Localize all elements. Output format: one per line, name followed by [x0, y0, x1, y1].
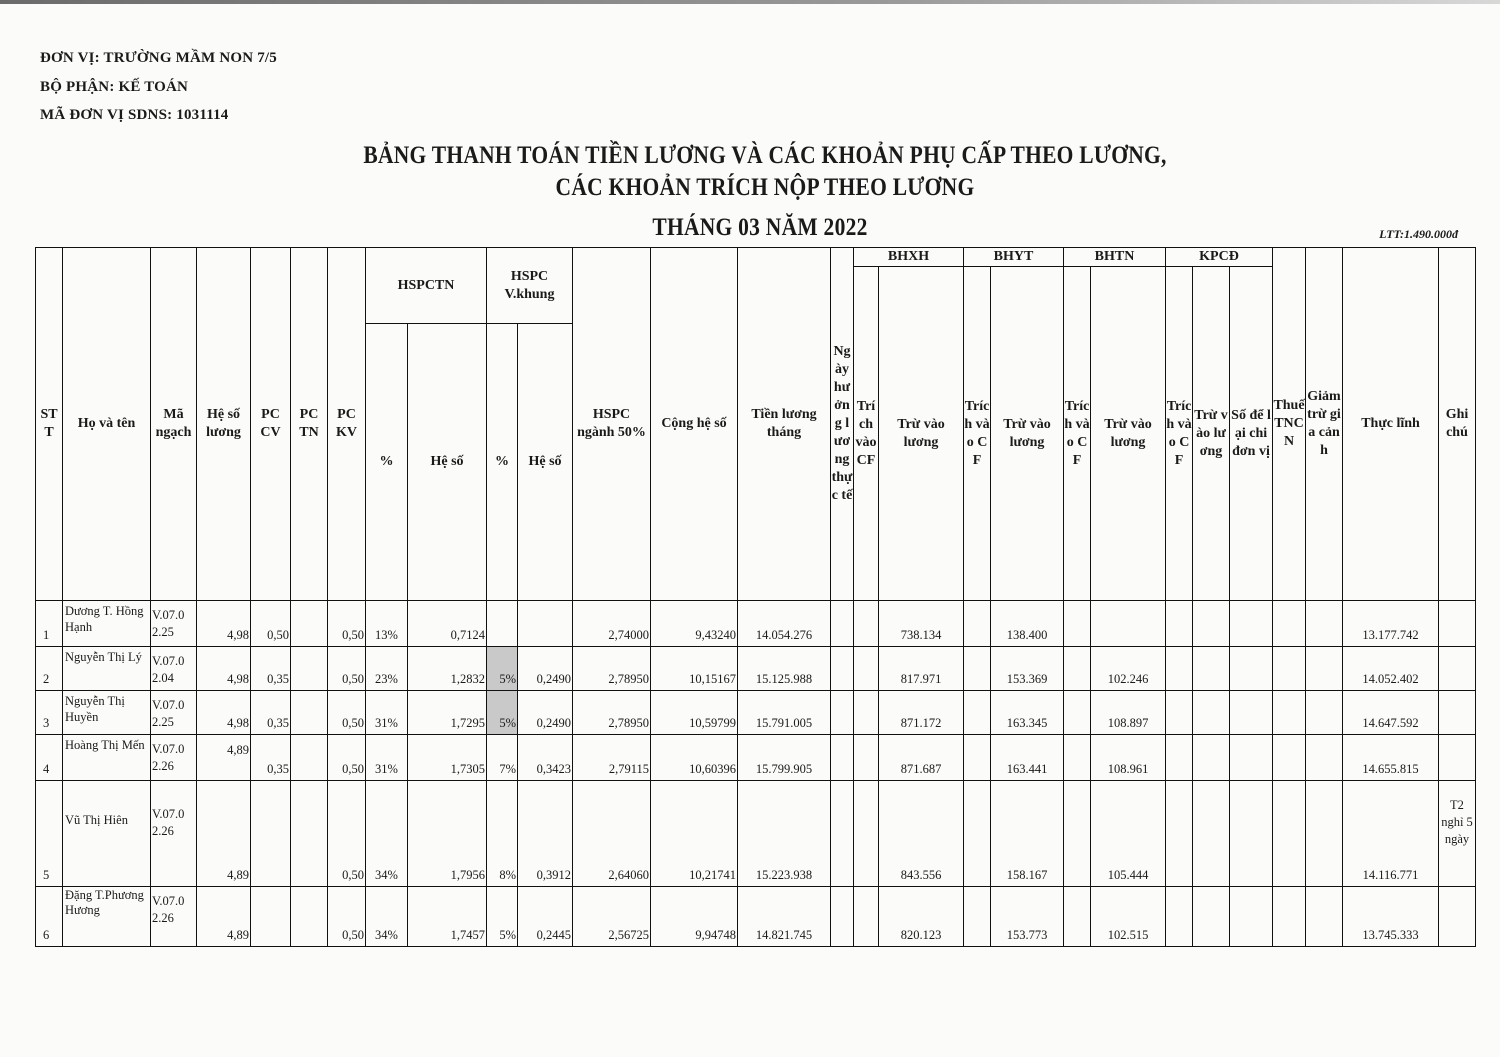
- actual-days-cell: [831, 647, 854, 691]
- hspctn-coef-cell: 1,7457: [408, 887, 487, 947]
- col-coef: Hệ số lương: [197, 248, 251, 601]
- col-group-bhyt: BHYT: [964, 248, 1064, 267]
- hspcvk-pct-cell: [487, 601, 518, 647]
- bhyt-deduct-cell: 153.773: [991, 887, 1064, 947]
- actual-days-cell: [831, 781, 854, 887]
- net-pay-cell: 14.116.771: [1343, 781, 1439, 887]
- employee-name-cell: Nguyễn Thị Lý: [63, 647, 151, 691]
- net-pay-cell: 14.655.815: [1343, 735, 1439, 781]
- col-pckv: PC KV: [328, 248, 366, 601]
- table-row: [36, 647, 1476, 691]
- employee-name-cell: Dương T. Hồng Hạnh: [63, 601, 151, 647]
- department-label: BỘ PHẬN: KẾ TOÁN: [40, 79, 189, 95]
- payroll-table: [35, 247, 1476, 947]
- kpcd-cf-cell: [1166, 601, 1193, 647]
- notes-cell: [1439, 887, 1476, 947]
- monthly-salary-cell: 15.799.905: [738, 735, 831, 781]
- col-notes: Ghi chú: [1439, 248, 1476, 601]
- col-group-bhtn: BHTN: [1064, 248, 1166, 267]
- bhxh-deduct-cell: 871.687: [879, 735, 964, 781]
- col-hspc-nganh: HSPC ngành 50%: [573, 248, 651, 601]
- hspctn-coef-cell: 1,7305: [408, 735, 487, 781]
- kpcd-cf-cell: [1166, 887, 1193, 947]
- pit-cell: [1273, 691, 1306, 735]
- hspctn-pct-cell: 34%: [366, 887, 408, 947]
- hspcvk-coef-cell: 0,2490: [518, 647, 573, 691]
- bhtn-cf-cell: [1064, 647, 1091, 691]
- row-stt-cell: 3: [36, 691, 63, 735]
- total-coef-cell: 10,60396: [651, 735, 738, 781]
- hspcvk-coef-cell: 0,2490: [518, 691, 573, 735]
- col-bhyt-cf: Trích vào CF: [964, 267, 991, 601]
- col-name: Họ và tên: [63, 248, 151, 601]
- net-pay-cell: 13.177.742: [1343, 601, 1439, 647]
- employee-name-cell: Vũ Thị Hiên: [63, 781, 151, 887]
- bhxh-cf-cell: [854, 691, 879, 735]
- bhyt-deduct-cell: 158.167: [991, 781, 1064, 887]
- bhxh-deduct-cell: 843.556: [879, 781, 964, 887]
- hspc-nganh-cell: 2,78950: [573, 691, 651, 735]
- table-row: [36, 601, 1476, 647]
- hspcvk-coef-cell: 0,3423: [518, 735, 573, 781]
- base-salary-note: LTT:1.490.000đ: [1379, 227, 1458, 241]
- kpcd-retained-cell: [1230, 735, 1273, 781]
- bhtn-cf-cell: [1064, 887, 1091, 947]
- kpcd-deduct-cell: [1193, 781, 1230, 887]
- pckv-value-cell: 0,50: [328, 691, 366, 735]
- bhxh-deduct-cell: 738.134: [879, 601, 964, 647]
- hspcvk-coef-cell: 0,2445: [518, 887, 573, 947]
- bhxh-cf-cell: [854, 601, 879, 647]
- pctn-value-cell: [291, 735, 328, 781]
- hspctn-coef-cell: 1,7956: [408, 781, 487, 887]
- pccv-value-cell: 0,35: [251, 691, 291, 735]
- pit-cell: [1273, 781, 1306, 887]
- kpcd-deduct-cell: [1193, 647, 1230, 691]
- notes-cell: [1439, 691, 1476, 735]
- notes-cell: [1439, 647, 1476, 691]
- family-deduction-cell: [1306, 781, 1343, 887]
- family-deduction-cell: [1306, 691, 1343, 735]
- hspc-nganh-cell: 2,56725: [573, 887, 651, 947]
- hspcvk-pct-cell: 5%: [487, 887, 518, 947]
- hspctn-pct-cell: 31%: [366, 735, 408, 781]
- pctn-value-cell: [291, 887, 328, 947]
- pccv-value-cell: [251, 781, 291, 887]
- col-group-hspctn: HSPCTN: [366, 248, 487, 324]
- salary-coef-cell: 4,98: [197, 691, 251, 735]
- bhtn-cf-cell: [1064, 601, 1091, 647]
- pctn-value-cell: [291, 781, 328, 887]
- hspctn-coef-cell: 0,7124: [408, 601, 487, 647]
- bhyt-cf-cell: [964, 887, 991, 947]
- actual-days-cell: [831, 601, 854, 647]
- total-coef-cell: 9,94748: [651, 887, 738, 947]
- row-stt-cell: 2: [36, 647, 63, 691]
- kpcd-deduct-cell: [1193, 691, 1230, 735]
- col-actual-days: Ngày hưởng lương thực tế: [831, 248, 854, 601]
- kpcd-cf-cell: [1166, 647, 1193, 691]
- row-stt-cell: 4: [36, 735, 63, 781]
- hspcvk-pct-cell: 5%: [487, 691, 518, 735]
- pit-cell: [1273, 735, 1306, 781]
- bhtn-cf-cell: [1064, 781, 1091, 887]
- kpcd-cf-cell: [1166, 735, 1193, 781]
- actual-days-cell: [831, 691, 854, 735]
- col-code: Mã ngạch: [151, 248, 197, 601]
- hspctn-pct-cell: 34%: [366, 781, 408, 887]
- bhxh-deduct-cell: 871.172: [879, 691, 964, 735]
- hspctn-pct-cell: 31%: [366, 691, 408, 735]
- hspcvk-pct-cell: 5%: [487, 647, 518, 691]
- bhyt-cf-cell: [964, 601, 991, 647]
- table-row: [36, 691, 1476, 735]
- net-pay-cell: 14.647.592: [1343, 691, 1439, 735]
- bhtn-cf-cell: [1064, 735, 1091, 781]
- col-bhtn-deduct: Trừ vào lương: [1091, 267, 1166, 601]
- bhyt-deduct-cell: 163.441: [991, 735, 1064, 781]
- salary-coef-cell: 4,98: [197, 647, 251, 691]
- rank-code-cell: V.07.0 2.04: [151, 647, 197, 691]
- bhxh-deduct-cell: 817.971: [879, 647, 964, 691]
- doc-period: THÁNG 03 NĂM 2022: [652, 214, 868, 241]
- employee-name-cell: Hoàng Thị Mến: [63, 735, 151, 781]
- table-row: [36, 735, 1476, 781]
- monthly-salary-cell: 15.791.005: [738, 691, 831, 735]
- net-pay-cell: 14.052.402: [1343, 647, 1439, 691]
- pccv-value-cell: 0,35: [251, 647, 291, 691]
- total-coef-cell: 10,15167: [651, 647, 738, 691]
- hspcvk-pct-cell: 7%: [487, 735, 518, 781]
- bhtn-deduct-cell: 102.246: [1091, 647, 1166, 691]
- notes-cell: T2 nghỉ 5 ngày: [1439, 781, 1476, 887]
- bhtn-deduct-cell: 108.961: [1091, 735, 1166, 781]
- col-hspctn-coef: Hệ số: [408, 324, 487, 601]
- pctn-value-cell: [291, 691, 328, 735]
- pckv-value-cell: 0,50: [328, 735, 366, 781]
- col-hspcvk-coef: Hệ số: [518, 324, 573, 601]
- kpcd-retained-cell: [1230, 691, 1273, 735]
- bhyt-cf-cell: [964, 781, 991, 887]
- kpcd-retained-cell: [1230, 887, 1273, 947]
- scan-edge: [0, 0, 1500, 4]
- employee-name-cell: Đặng T.Phương Hương: [63, 887, 151, 947]
- kpcd-cf-cell: [1166, 691, 1193, 735]
- col-family-deduction: Giảm trừ gia cảnh: [1306, 248, 1343, 601]
- hspctn-pct-cell: 23%: [366, 647, 408, 691]
- bhxh-deduct-cell: 820.123: [879, 887, 964, 947]
- rank-code-cell: V.07.0 2.26: [151, 781, 197, 887]
- col-kpcd-deduct: Trừ vào lương: [1193, 267, 1230, 601]
- pckv-value-cell: 0,50: [328, 601, 366, 647]
- total-coef-cell: 10,21741: [651, 781, 738, 887]
- bhtn-deduct-cell: 102.515: [1091, 887, 1166, 947]
- pit-cell: [1273, 647, 1306, 691]
- hspcvk-coef-cell: [518, 601, 573, 647]
- hspc-nganh-cell: 2,64060: [573, 781, 651, 887]
- col-pit: Thuế TNCN: [1273, 248, 1306, 601]
- family-deduction-cell: [1306, 735, 1343, 781]
- salary-coef-cell: 4,89: [197, 735, 251, 781]
- salary-coef-cell: 4,89: [197, 887, 251, 947]
- monthly-salary-cell: 14.054.276: [738, 601, 831, 647]
- hspctn-pct-cell: 13%: [366, 601, 408, 647]
- doc-title-line1: BẢNG THANH TOÁN TIỀN LƯƠNG VÀ CÁC KHOẢN PHỤ CẤP THEO LƯƠNG,: [363, 142, 1167, 169]
- row-stt-cell: 6: [36, 887, 63, 947]
- kpcd-deduct-cell: [1193, 601, 1230, 647]
- pccv-value-cell: [251, 887, 291, 947]
- kpcd-deduct-cell: [1193, 887, 1230, 947]
- hspc-nganh-cell: 2,79115: [573, 735, 651, 781]
- salary-coef-cell: 4,98: [197, 601, 251, 647]
- notes-cell: [1439, 735, 1476, 781]
- pckv-value-cell: 0,50: [328, 887, 366, 947]
- pckv-value-cell: 0,50: [328, 647, 366, 691]
- unit-label: ĐƠN VỊ: TRƯỜNG MẦM NON 7/5: [40, 50, 277, 66]
- col-monthly-salary: Tiền lương tháng: [738, 248, 831, 601]
- pctn-value-cell: [291, 601, 328, 647]
- pckv-value-cell: 0,50: [328, 781, 366, 887]
- total-coef-cell: 9,43240: [651, 601, 738, 647]
- bhtn-deduct-cell: 105.444: [1091, 781, 1166, 887]
- pit-cell: [1273, 887, 1306, 947]
- doc-title-line2: CÁC KHOẢN TRÍCH NỘP THEO LƯƠNG: [555, 174, 975, 201]
- bhyt-cf-cell: [964, 735, 991, 781]
- bhtn-deduct-cell: 108.897: [1091, 691, 1166, 735]
- pccv-value-cell: 0,50: [251, 601, 291, 647]
- family-deduction-cell: [1306, 647, 1343, 691]
- bhtn-deduct-cell: [1091, 601, 1166, 647]
- employee-name-cell: Nguyễn Thị Huyền: [63, 691, 151, 735]
- bhxh-cf-cell: [854, 647, 879, 691]
- col-hspcvk-pct: %: [487, 324, 518, 601]
- col-kpcd-retained: Số để lại chi đơn vị: [1230, 267, 1273, 601]
- col-stt: STT: [36, 248, 63, 601]
- col-total-coef: Cộng hệ số: [651, 248, 738, 601]
- col-bhxh-cf: Trích vào CF: [854, 267, 879, 601]
- col-bhyt-deduct: Trừ vào lương: [991, 267, 1064, 601]
- row-stt-cell: 5: [36, 781, 63, 887]
- sdns-code-label: MÃ ĐƠN VỊ SDNS: 1031114: [40, 107, 229, 123]
- hspctn-coef-cell: 1,2832: [408, 647, 487, 691]
- actual-days-cell: [831, 887, 854, 947]
- kpcd-deduct-cell: [1193, 735, 1230, 781]
- col-group-hspc-vkhung: HSPC V.khung: [487, 248, 573, 324]
- bhxh-cf-cell: [854, 781, 879, 887]
- bhyt-cf-cell: [964, 647, 991, 691]
- bhxh-cf-cell: [854, 887, 879, 947]
- col-kpcd-cf: Trích vào CF: [1166, 267, 1193, 601]
- col-bhtn-cf: Trích vào CF: [1064, 267, 1091, 601]
- family-deduction-cell: [1306, 601, 1343, 647]
- rank-code-cell: V.07.0 2.25: [151, 691, 197, 735]
- pctn-value-cell: [291, 647, 328, 691]
- monthly-salary-cell: 15.223.938: [738, 781, 831, 887]
- col-group-kpcd: KPCĐ: [1166, 248, 1273, 267]
- col-group-bhxh: BHXH: [854, 248, 964, 267]
- hspcvk-pct-cell: 8%: [487, 781, 518, 887]
- bhyt-deduct-cell: 138.400: [991, 601, 1064, 647]
- kpcd-retained-cell: [1230, 781, 1273, 887]
- net-pay-cell: 13.745.333: [1343, 887, 1439, 947]
- family-deduction-cell: [1306, 887, 1343, 947]
- kpcd-cf-cell: [1166, 781, 1193, 887]
- rank-code-cell: V.07.0 2.26: [151, 735, 197, 781]
- row-stt-cell: 1: [36, 601, 63, 647]
- monthly-salary-cell: 15.125.988: [738, 647, 831, 691]
- salary-coef-cell: 4,89: [197, 781, 251, 887]
- kpcd-retained-cell: [1230, 647, 1273, 691]
- pit-cell: [1273, 601, 1306, 647]
- rank-code-cell: V.07.0 2.26: [151, 887, 197, 947]
- kpcd-retained-cell: [1230, 601, 1273, 647]
- bhyt-cf-cell: [964, 691, 991, 735]
- hspc-nganh-cell: 2,78950: [573, 647, 651, 691]
- col-pctn: PC TN: [291, 248, 328, 601]
- rank-code-cell: V.07.0 2.25: [151, 601, 197, 647]
- col-pccv: PC CV: [251, 248, 291, 601]
- col-bhxh-deduct: Trừ vào lương: [879, 267, 964, 601]
- table-row: [36, 887, 1476, 947]
- hspcvk-coef-cell: 0,3912: [518, 781, 573, 887]
- monthly-salary-cell: 14.821.745: [738, 887, 831, 947]
- hspc-nganh-cell: 2,74000: [573, 601, 651, 647]
- bhyt-deduct-cell: 153.369: [991, 647, 1064, 691]
- bhyt-deduct-cell: 163.345: [991, 691, 1064, 735]
- bhxh-cf-cell: [854, 735, 879, 781]
- bhtn-cf-cell: [1064, 691, 1091, 735]
- actual-days-cell: [831, 735, 854, 781]
- hspctn-coef-cell: 1,7295: [408, 691, 487, 735]
- pccv-value-cell: 0,35: [251, 735, 291, 781]
- table-row: [36, 781, 1476, 887]
- col-net-pay: Thực lĩnh: [1343, 248, 1439, 601]
- total-coef-cell: 10,59799: [651, 691, 738, 735]
- col-hspctn-pct: %: [366, 324, 408, 601]
- notes-cell: [1439, 601, 1476, 647]
